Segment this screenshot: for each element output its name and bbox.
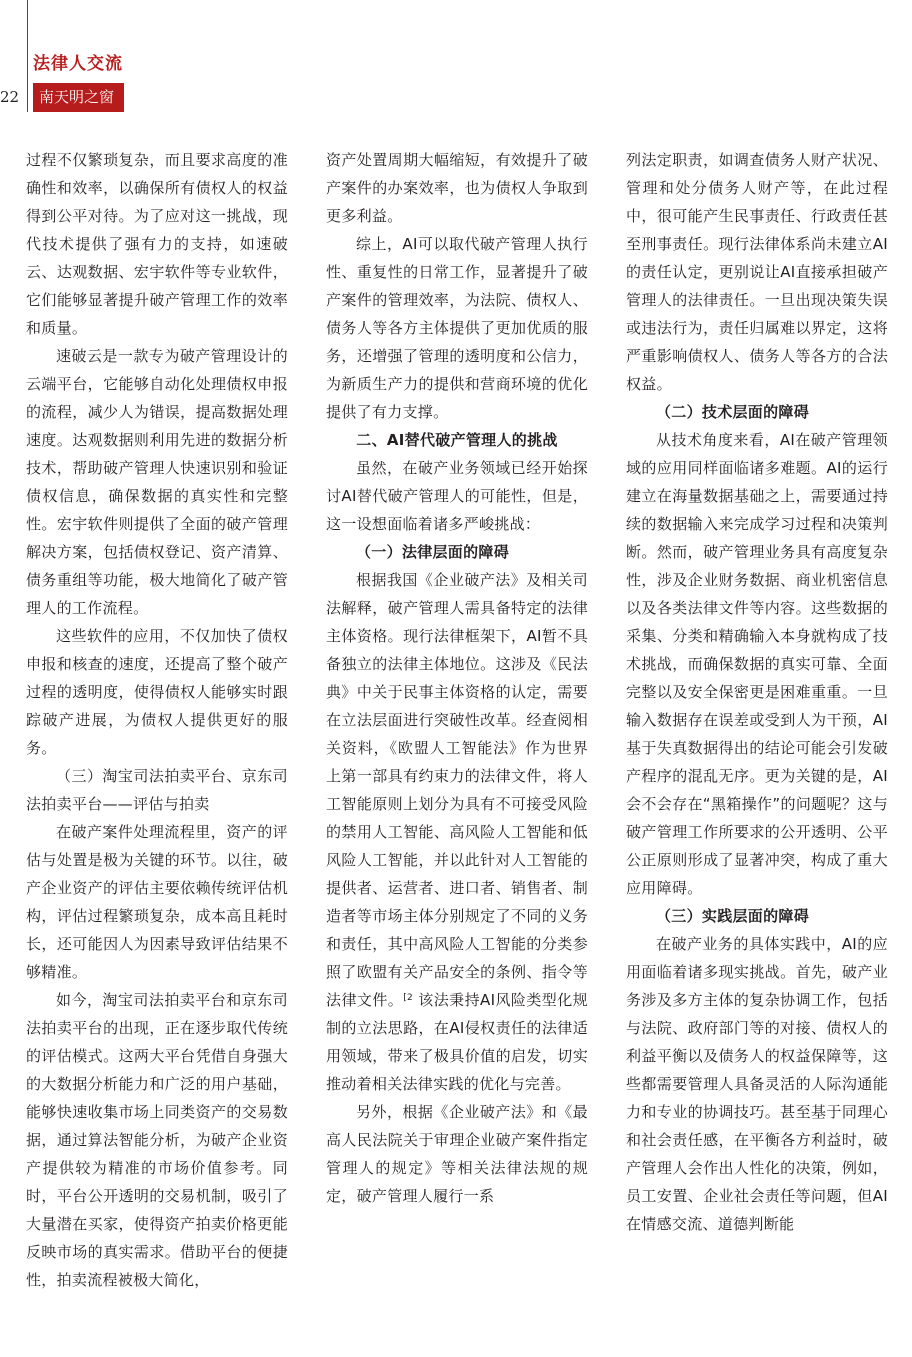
paragraph: 列法定职责，如调查债务人财产状况、管理和处分债务人财产等，在此过程中，很可能产生民事责任、行政责任甚至刑事责任。现行法律体系尚未建立AI的责任认定，更别说让AI直接承担破产管理人的法律责任。一旦出现决策失误或违法行为，责任归属难以界定，这将严重影响债权人、债务人等各方的合法权益。 xyxy=(626,151,888,393)
header-vertical-rule xyxy=(27,0,28,112)
subheading: （三）实践层面的障碍 xyxy=(656,907,810,925)
paragraph: 在破产业务的具体实践中，AI的应用面临着诸多现实挑战。首先，破产业务涉及多方主体的复杂协调工作，包括与法院、政府部门等的对接、债权人的利益平衡以及债务人的权益保障等，这些都需要管理人具备灵活的人际沟通能力和专业的协调技巧。甚至基于同理心和社会责任感，在平衡各方利益时，破产管理人会作出人性化的决策，例如，员工安置、企业社会责任等问题，但AI在情感交流、道德判断能 xyxy=(626,935,888,1233)
paragraph xyxy=(326,566,588,1098)
paragraph: 另外，根据《企业破产法》和《最高人民法院关于审理企业破产案件指定管理人的规定》等相关法律法规的规定，破产管理人履行一系 xyxy=(326,1103,588,1205)
paragraph-text: 根据我国《企业破产法》及相关司法解释，破产管理人需具备特定的法律主体资格。现行法律框架下，AI暂不具备独立的法律主体地位。这涉及《民法典》中关于民事主体资格的认定，需要在立法层面进行突破性改革。经查阅相关资料，《欧盟人工智能法》作为世界上第一部具有约束力的法律文件，将人工智能原则上划分为具有不可接受风险的禁用人工智能、高风险人工智能和低风险人工智能，并以此针对人工智能的提供者、运营者、进口者、销售者、制造者等市场主体分别规定了不同的义务和责任，其中高风险人工智能的分类参照了欧盟有关产品安全的条例、指令等法律文件。 xyxy=(326,571,588,1009)
page-number: 22 xyxy=(0,88,20,106)
column-tag: 南天明之窗 xyxy=(33,83,124,112)
paragraph: 从技术角度来看，AI在破产管理领域的应用同样面临诸多难题。AI的运行建立在海量数据基础之上，需要通过持续的数据输入来完成学习过程和决策判断。然而，破产管理业务具有高度复杂性，涉及企业财务数据、商业机密信息以及各类法律文件等内容。这些数据的采集、分类和精确输入本身就构成了技术挑战，而确保数据的真实可靠、全面完整以及安全保密更是困难重重。一旦输入数据存在误差或受到人为干预，AI基于失真数据得出的结论可能会引发破产程序的混乱无序。更为关键的是，AI会不会存在“黑箱操作”的问题呢？这与破产管理工作所要求的公开透明、公平公正原则形成了显著冲突，构成了重大应用障碍。 xyxy=(626,431,888,897)
subheading: （二）技术层面的障碍 xyxy=(656,403,810,421)
text-column-3 xyxy=(626,146,888,1238)
paragraph: 在破产案件处理流程里，资产的评估与处置是极为关键的环节。以往，破产企业资产的评估主要依赖传统评估机构，评估过程繁琐复杂，成本高且耗时长，还可能因人为因素导致评估结果不够精准。 xyxy=(26,823,288,981)
paragraph-text: 该法秉持AI风险类型化规制的立法思路，在AI侵权责任的法律适用领域，带来了极具价值的启发，切实推动着相关法律实践的优化与完善。 xyxy=(326,991,588,1093)
subheading: （三）淘宝司法拍卖平台、京东司法拍卖平台——评估与拍卖 xyxy=(26,767,288,813)
text-column-2 xyxy=(326,146,588,1210)
paragraph: 资产处置周期大幅缩短，有效提升了破产案件的办案效率，也为债权人争取到更多利益。 xyxy=(326,151,588,225)
text-column-1 xyxy=(26,146,288,1294)
paragraph: 这些软件的应用，不仅加快了债权申报和核查的速度，还提高了整个破产过程的透明度，使得债权人能够实时跟踪破产进展，为债权人提供更好的服务。 xyxy=(26,627,288,757)
paragraph: 虽然，在破产业务领域已经开始探讨AI替代破产管理人的可能性，但是，这一设想面临着诸多严峻挑战： xyxy=(326,459,588,533)
section-heading: 二、AI替代破产管理人的挑战 xyxy=(356,431,558,449)
section-title: 法律人交流 xyxy=(33,54,123,74)
citation-marker: [2 xyxy=(403,993,414,1003)
paragraph: 综上，AI可以取代破产管理人执行性、重复性的日常工作，显著提升了破产案件的管理效率，为法院、债权人、债务人等各方主体提供了更加优质的服务，还增强了管理的透明度和公信力，为新质生产力的提供和营商环境的优化提供了有力支撑。 xyxy=(326,235,588,421)
paragraph: 过程不仅繁琐复杂，而且要求高度的准确性和效率，以确保所有债权人的权益得到公平对待。为了应对这一挑战，现代技术提供了强有力的支持，如速破云、达观数据、宏宇软件等专业软件，它们能够显著提升破产管理工作的效率和质量。 xyxy=(26,151,288,337)
paragraph: 速破云是一款专为破产管理设计的云端平台，它能够自动化处理债权申报的流程，减少人为错误，提高数据处理速度。达观数据则利用先进的数据分析技术，帮助破产管理人快速识别和验证债权信息，确保数据的真实性和完整性。宏宇软件则提供了全面的破产管理解决方案，包括债权登记、资产清算、债务重组等功能，极大地简化了破产管理人的工作流程。 xyxy=(26,347,288,617)
paragraph: 如今，淘宝司法拍卖平台和京东司法拍卖平台的出现，正在逐步取代传统的评估模式。这两大平台凭借自身强大的大数据分析能力和广泛的用户基础，能够快速收集市场上同类资产的交易数据，通过算法智能分析，为破产企业资产提供较为精准的市场价值参考。同时，平台公开透明的交易机制，吸引了大量潜在买家，使得资产拍卖价格更能反映市场的真实需求。借助平台的便捷性，拍卖流程被极大简化， xyxy=(26,991,288,1289)
subheading: （一）法律层面的障碍 xyxy=(356,543,510,561)
